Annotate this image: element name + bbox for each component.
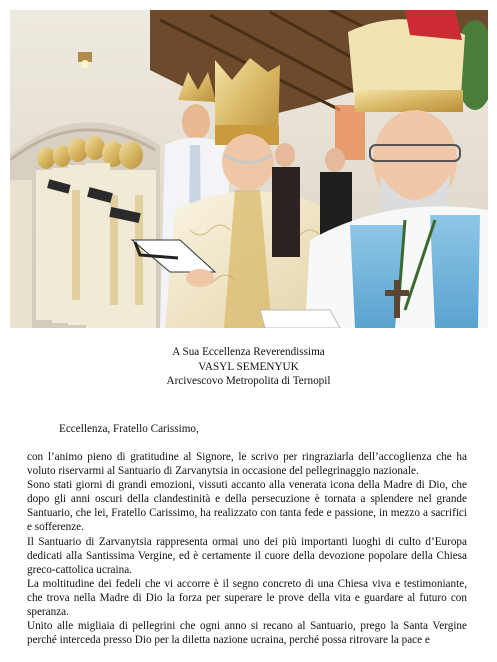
addressee-block bbox=[0, 345, 497, 389]
addressee-title: Arcivescovo Metropolita di Ternopil bbox=[166, 375, 331, 387]
header-photo bbox=[10, 10, 488, 328]
body-paragraph: con l’animo pieno di gratitudine al Signore, le scrivo per ringraziarla dell’accoglienza che ha voluto riservarmi al Santuario di Zarvanytsia in occasione del pellegrinaggio nazionale. bbox=[27, 451, 467, 478]
addressee-name: VASYL SEMENYUK bbox=[198, 360, 299, 373]
body-paragraph: Il Santuario di Zarvanytsia rappresenta ormai uno dei più importanti luoghi di culto d’Europa dedicati alla Santissima Vergine, ed è certamente il cuore della devozione popolare della Chiesa greco-cattolica ucraina. bbox=[27, 535, 467, 576]
body-paragraph: Unito alle migliaia di pellegrini che ogni anno si recano al Santuario, prego la Santa Vergine perché interceda presso Dio per la diletta nazione ucraina, perché possa ritrovare la pace e bbox=[27, 620, 467, 647]
body-paragraph: La moltitudine dei fedeli che vi accorre è il segno concreto di una Chiesa viva e testimoniante, che trova nella Madre di Dio la forza per superare le prove della vita e guardare al futuro con speranza. bbox=[27, 577, 467, 619]
letter-body bbox=[27, 450, 467, 662]
body-paragraph: Sono stati giorni di grandi emozioni, vissuti accanto alla venerata icona della Madre di Dio, che dopo gli anni oscuri della clandestinità e della persecuzione è tornata a splendere nel grande Santuario, che lei, Fratello Carissimo, ha realizzato con tanta fede e passione, in mezzo a sacrifici e sofferenze. bbox=[27, 479, 467, 534]
addressee-honorific: A Sua Eccellenza Reverendissima bbox=[172, 346, 325, 358]
salutation: Eccellenza, Fratello Carissimo, bbox=[59, 423, 199, 435]
